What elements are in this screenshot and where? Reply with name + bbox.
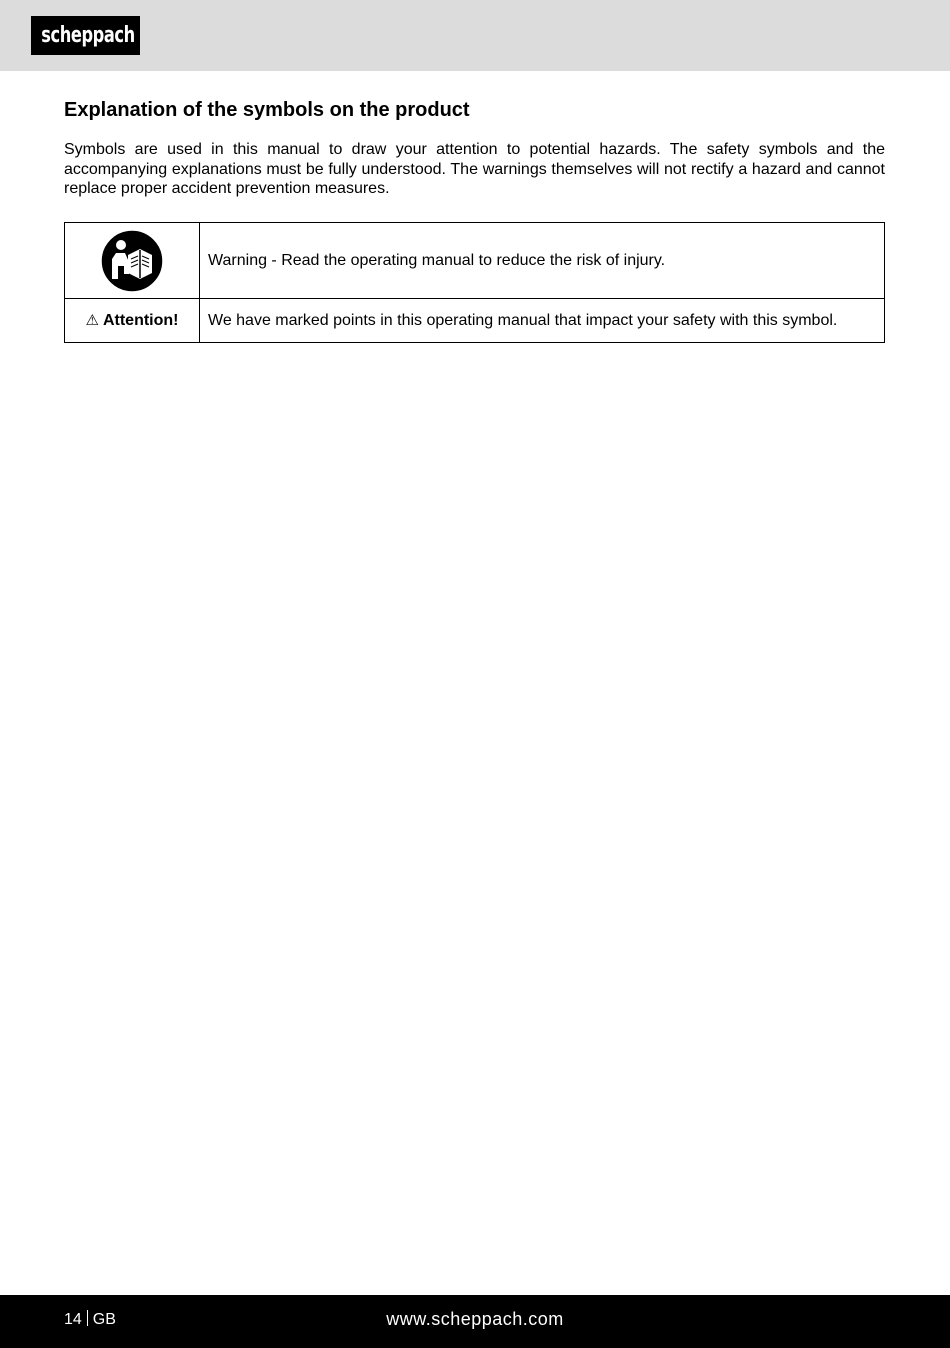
symbol-cell [65, 299, 200, 343]
header-band [0, 0, 950, 71]
page-title: Explanation of the symbols on the product [64, 99, 470, 121]
page-number: 14 [64, 1311, 82, 1328]
symbol-description: Warning - Read the operating manual to reduce the risk of injury. [200, 223, 885, 299]
logo-text: scheppach [41, 23, 135, 48]
scheppach-logo [31, 16, 140, 55]
table-row [65, 299, 885, 343]
attention-label: Attention! [102, 312, 179, 329]
website-url: www.scheppach.com [386, 1309, 564, 1329]
symbol-description: We have marked points in this operating manual that impact your safety with this symbol. [200, 299, 885, 343]
table-row [65, 223, 885, 299]
intro-paragraph: Symbols are used in this manual to draw your attention to potential hazards. The safety symbols and the accompanying explanations must be fully understood. The warnings themselves will not rectify a hazard and cannot replace proper accident prevention measures. [64, 141, 885, 197]
language-code: GB [92, 1311, 116, 1328]
symbols-table [64, 222, 885, 343]
read-manual-icon [100, 229, 164, 293]
symbol-cell [65, 223, 200, 299]
warning-triangle-icon: ⚠ [85, 312, 99, 329]
